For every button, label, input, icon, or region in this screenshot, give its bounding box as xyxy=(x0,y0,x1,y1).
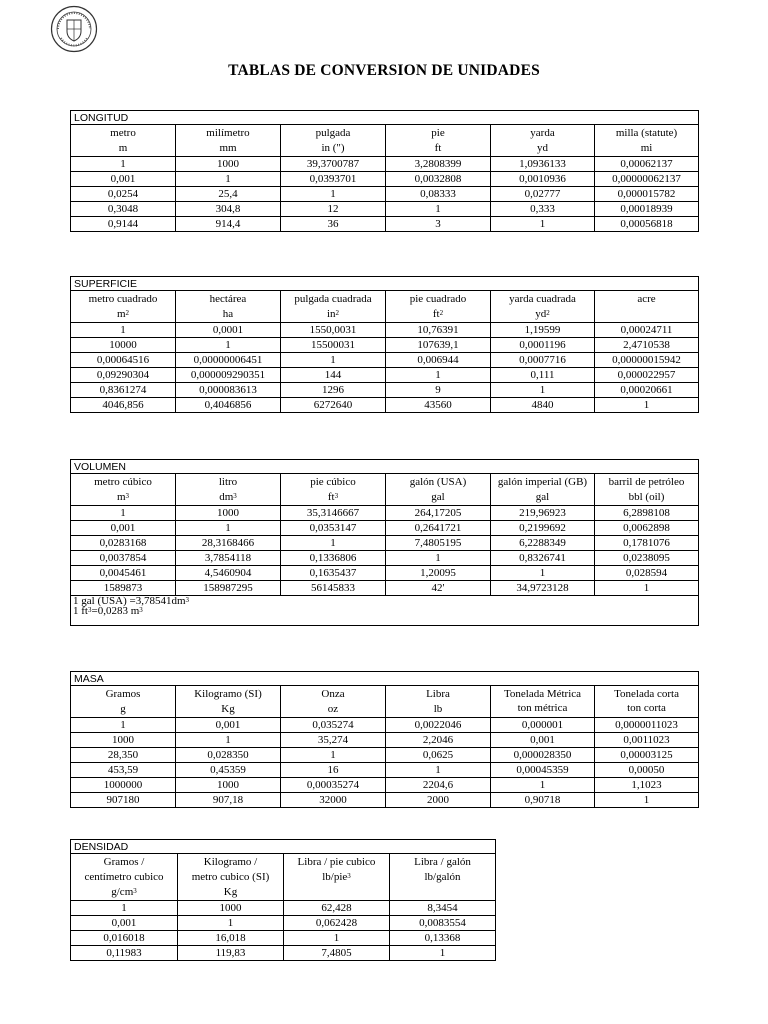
table-cell: 7,4805 xyxy=(284,946,390,961)
superscript: 3 xyxy=(185,596,190,604)
table-cell: 3,2808399 xyxy=(386,157,491,172)
table-cell: 1 xyxy=(176,172,281,187)
table-cell: 32000 xyxy=(281,793,386,808)
table-cell: 914,4 xyxy=(176,217,281,232)
table-cell: 0,0238095 xyxy=(595,551,699,566)
table-cell: 16,018 xyxy=(178,931,284,946)
table-cell: 1 xyxy=(386,763,491,778)
table-cell: 0,000028350 xyxy=(491,748,595,763)
header-text: in xyxy=(326,308,336,320)
table-row xyxy=(71,551,699,566)
table-row xyxy=(71,901,496,916)
header-text: metro cubico (SI) xyxy=(191,871,270,883)
table-cell: 0,001 xyxy=(176,718,281,733)
table-cell: 453,59 xyxy=(71,763,176,778)
table-cell: 2204,6 xyxy=(386,778,491,793)
table-cell: 1 xyxy=(281,748,386,763)
table-row xyxy=(71,323,699,338)
table-cell: 1 xyxy=(281,353,386,368)
table-cell: 0,0001196 xyxy=(491,338,595,353)
table-cell: 0,0007716 xyxy=(491,353,595,368)
header-text: yarda xyxy=(530,127,555,139)
table-cell: 7,4805195 xyxy=(386,536,491,551)
superscript: 2 xyxy=(546,309,550,317)
table-cell: 0,00000006451 xyxy=(176,353,281,368)
header-text: metro cúbico xyxy=(94,476,152,488)
table-cell: 0,111 xyxy=(491,368,595,383)
table-cell: 119,83 xyxy=(178,946,284,961)
table-row xyxy=(71,506,699,521)
header-text: dm xyxy=(219,491,234,503)
table-row xyxy=(71,748,699,763)
table-cell: 35,274 xyxy=(281,733,386,748)
table-cell: 0,00020661 xyxy=(595,383,699,398)
table-cell: 28,350 xyxy=(71,748,176,763)
header-text: Tonelada corta xyxy=(614,688,679,700)
column-header xyxy=(491,125,595,157)
column-header xyxy=(390,854,496,901)
table-row xyxy=(71,368,699,383)
table-cell: 0,006944 xyxy=(386,353,491,368)
table-cell: 0,0037854 xyxy=(71,551,176,566)
table-cell: 0,0283168 xyxy=(71,536,176,551)
header-text: galón imperial (GB) xyxy=(497,476,588,488)
table-cell: 0,0353147 xyxy=(281,521,386,536)
superscript: 3 xyxy=(125,492,130,500)
table-cell: 0,0625 xyxy=(386,748,491,763)
table-cell: 3 xyxy=(386,217,491,232)
column-header xyxy=(491,474,595,506)
header-text: g/cm xyxy=(111,886,134,898)
table-cell: 2,2046 xyxy=(386,733,491,748)
header-text: Onza xyxy=(321,688,345,700)
table-cell: 1 xyxy=(595,581,699,596)
superscript: 2 xyxy=(335,309,340,317)
column-header xyxy=(281,125,386,157)
column-header xyxy=(491,686,595,718)
header-text: lb xyxy=(433,703,443,715)
header-text: barril de petróleo xyxy=(608,476,685,488)
table-cell: 4,5460904 xyxy=(176,566,281,581)
header-text: milla (statute) xyxy=(615,127,678,139)
table-row xyxy=(71,383,699,398)
table-cell: 15500031 xyxy=(281,338,386,353)
table-cell: 0,00064516 xyxy=(71,353,176,368)
table-row xyxy=(71,338,699,353)
table-cell: 0,00024711 xyxy=(595,323,699,338)
table-cell: 1 xyxy=(71,157,176,172)
header-text: Kg xyxy=(223,886,238,898)
superscript: 2 xyxy=(439,309,444,317)
table-row xyxy=(71,536,699,551)
table-row xyxy=(71,187,699,202)
table-cell: 1 xyxy=(491,383,595,398)
masa-table xyxy=(70,671,699,808)
column-header xyxy=(595,686,699,718)
table-row xyxy=(71,778,699,793)
densidad-table xyxy=(70,839,496,961)
superscript: 3 xyxy=(334,492,339,500)
table-cell: 1000 xyxy=(176,506,281,521)
table-cell: 0,8361274 xyxy=(71,383,176,398)
table-cell: 0,00000015942 xyxy=(595,353,699,368)
table-cell: 0,1635437 xyxy=(281,566,386,581)
table-row xyxy=(71,566,699,581)
table-cell: 16 xyxy=(281,763,386,778)
page-title: TABLAS DE CONVERSION DE UNIDADES xyxy=(228,62,540,79)
column-header xyxy=(281,686,386,718)
column-header xyxy=(386,125,491,157)
table-cell: 0,0393701 xyxy=(281,172,386,187)
table-cell: 0,0062898 xyxy=(595,521,699,536)
table-cell: 35,3146667 xyxy=(281,506,386,521)
table-cell: 1 xyxy=(176,733,281,748)
table-cell: 0,1781076 xyxy=(595,536,699,551)
table-cell: 1 xyxy=(176,338,281,353)
header-text: in (") xyxy=(321,142,345,154)
table-cell: 0,0032808 xyxy=(386,172,491,187)
table-cell: 9 xyxy=(386,383,491,398)
table-cell: 1 xyxy=(595,793,699,808)
table-cell: 1 xyxy=(386,368,491,383)
volume-notes xyxy=(71,596,699,626)
table-cell: 36 xyxy=(281,217,386,232)
column-header xyxy=(281,291,386,323)
table-cell: 0,02777 xyxy=(491,187,595,202)
table-cell: 1,20095 xyxy=(386,566,491,581)
header-text: Kg xyxy=(221,703,235,715)
table-cell: 8,3454 xyxy=(390,901,496,916)
table-cell: 1 xyxy=(491,566,595,581)
table-cell: 1550,0031 xyxy=(281,323,386,338)
superscript: 3 xyxy=(139,606,143,614)
table-cell: 56145833 xyxy=(281,581,386,596)
table-row xyxy=(71,581,699,596)
table-cell: 0,3048 xyxy=(71,202,176,217)
table-row xyxy=(71,398,699,413)
header-text: Libra xyxy=(426,688,450,700)
column-header xyxy=(595,474,699,506)
table-cell: 1000000 xyxy=(71,778,176,793)
table-cell: 0,001 xyxy=(491,733,595,748)
table-cell: 0,028350 xyxy=(176,748,281,763)
table-cell: 1000 xyxy=(71,733,176,748)
column-header xyxy=(491,291,595,323)
table-cell: 1 xyxy=(491,217,595,232)
superscript: 3 xyxy=(233,492,237,500)
column-header xyxy=(281,474,386,506)
header-text: Libra / pie cubico xyxy=(297,856,376,868)
header-text: milímetro xyxy=(206,127,250,139)
table-cell: 34,9723128 xyxy=(491,581,595,596)
table-cell: 42' xyxy=(386,581,491,596)
table-cell: 1 xyxy=(71,718,176,733)
table-cell: 0,00062137 xyxy=(595,157,699,172)
table-cell: 219,96923 xyxy=(491,506,595,521)
header-text: oz xyxy=(327,703,339,715)
table-cell: 1 xyxy=(284,931,390,946)
table-cell: 0,0022046 xyxy=(386,718,491,733)
table-cell: 6272640 xyxy=(281,398,386,413)
header-text: yd xyxy=(537,142,548,154)
column-header xyxy=(386,686,491,718)
table-cell: 144 xyxy=(281,368,386,383)
table-row xyxy=(71,353,699,368)
header-text: yd xyxy=(535,308,547,320)
table-cell: 1 xyxy=(491,778,595,793)
superscript: 3 xyxy=(133,887,137,895)
table-row xyxy=(71,946,496,961)
header-text: ft xyxy=(327,491,335,503)
table-row xyxy=(71,763,699,778)
table-cell: 1 xyxy=(71,506,176,521)
column-header xyxy=(595,125,699,157)
table-cell: 10,76391 xyxy=(386,323,491,338)
header-text: pulgada xyxy=(315,127,351,139)
header-text: bbl (oil) xyxy=(628,491,665,503)
column-header xyxy=(176,125,281,157)
table-row xyxy=(71,217,699,232)
table-cell: 0,8326741 xyxy=(491,551,595,566)
column-header xyxy=(71,125,176,157)
header-text: centímetro cubico xyxy=(84,871,164,883)
header-text: 1 gal (USA) =3,78541dm xyxy=(73,595,186,607)
superscript: 2 xyxy=(125,309,130,317)
table-cell: 62,428 xyxy=(284,901,390,916)
header-text: acre xyxy=(637,293,656,305)
table-cell: 0,000015782 xyxy=(595,187,699,202)
header-text: m xyxy=(116,491,126,503)
table-cell: 0,0254 xyxy=(71,187,176,202)
table-cell: 0,0000011023 xyxy=(595,718,699,733)
header-text: hectárea xyxy=(209,293,247,305)
header-text: pie xyxy=(431,127,445,139)
table-cell: 1 xyxy=(178,916,284,931)
table-cell: 3,7854118 xyxy=(176,551,281,566)
table-cell: 0,028594 xyxy=(595,566,699,581)
header-text: ton métrica xyxy=(517,702,568,714)
table-cell: 907180 xyxy=(71,793,176,808)
header-text: Gramos / xyxy=(103,856,145,868)
table-cell: 1,1023 xyxy=(595,778,699,793)
table-cell: 907,18 xyxy=(176,793,281,808)
table-cell: 0,000083613 xyxy=(176,383,281,398)
header-text: m xyxy=(118,142,128,154)
header-text: mm xyxy=(219,142,237,154)
table-row xyxy=(71,733,699,748)
superficie-table xyxy=(70,276,699,413)
table-cell: 0,000009290351 xyxy=(176,368,281,383)
header-text: galón (USA) xyxy=(409,476,467,488)
table-cell: 12 xyxy=(281,202,386,217)
header-text: g xyxy=(120,703,126,715)
table-cell: 0,09290304 xyxy=(71,368,176,383)
table-row xyxy=(71,157,699,172)
table-cell: 1 xyxy=(176,521,281,536)
header-text: Kilogramo / xyxy=(203,856,258,868)
table-cell: 2000 xyxy=(386,793,491,808)
column-header xyxy=(386,291,491,323)
table-cell: 0,333 xyxy=(491,202,595,217)
table-cell: 304,8 xyxy=(176,202,281,217)
table-cell: 0,9144 xyxy=(71,217,176,232)
table-cell: 1 xyxy=(71,901,178,916)
table-cell: 0,0083554 xyxy=(390,916,496,931)
table-cell: 0,00035274 xyxy=(281,778,386,793)
table-cell: 1,0936133 xyxy=(491,157,595,172)
header-text: ton corta xyxy=(627,702,666,714)
table-row xyxy=(71,172,699,187)
table-cell: 0,0011023 xyxy=(595,733,699,748)
header-text: =0,0283 m xyxy=(91,605,140,617)
column-header xyxy=(71,686,176,718)
table-cell: 0,4046856 xyxy=(176,398,281,413)
table-cell: 0,00000062137 xyxy=(595,172,699,187)
section-label: MASA xyxy=(71,672,699,686)
longitud-table xyxy=(70,110,699,232)
header-text: gal xyxy=(431,491,445,503)
header-text: mi xyxy=(640,142,653,154)
table-cell: 0,00045359 xyxy=(491,763,595,778)
table-cell: 264,17205 xyxy=(386,506,491,521)
table-cell: 1296 xyxy=(281,383,386,398)
table-cell: 0,08333 xyxy=(386,187,491,202)
table-cell: 0,062428 xyxy=(284,916,390,931)
table-cell: 1000 xyxy=(176,157,281,172)
table-cell: 0,0045461 xyxy=(71,566,176,581)
table-row xyxy=(71,202,699,217)
table-cell: 1 xyxy=(281,536,386,551)
table-cell: 0,035274 xyxy=(281,718,386,733)
table-cell: 4046,856 xyxy=(71,398,176,413)
column-header xyxy=(71,854,178,901)
table-cell: 1 xyxy=(386,551,491,566)
table-cell: 1 xyxy=(595,398,699,413)
column-header xyxy=(176,474,281,506)
section-label: VOLUMEN xyxy=(71,460,699,474)
table-row xyxy=(71,521,699,536)
header-text: Tonelada Métrica xyxy=(503,688,582,700)
header-text: ft xyxy=(432,308,440,320)
section-label: SUPERFICIE xyxy=(71,277,699,291)
header-text: Kilogramo (SI) xyxy=(194,688,262,700)
header-text: pulgada cuadrada xyxy=(294,293,372,305)
column-header xyxy=(284,854,390,901)
table-cell: 43560 xyxy=(386,398,491,413)
table-cell: 0,001 xyxy=(71,916,178,931)
column-header xyxy=(595,291,699,323)
table-cell: 1 xyxy=(390,946,496,961)
table-cell: 1000 xyxy=(178,901,284,916)
header-text: Libra / galón xyxy=(414,856,471,868)
table-row xyxy=(71,718,699,733)
table-cell: 6,2898108 xyxy=(595,506,699,521)
table-cell: 28,3168466 xyxy=(176,536,281,551)
column-header xyxy=(71,474,176,506)
column-header xyxy=(176,686,281,718)
header-text: pie cúbico xyxy=(310,476,356,488)
table-cell: 0,00056818 xyxy=(595,217,699,232)
table-cell: 2,4710538 xyxy=(595,338,699,353)
table-row xyxy=(71,793,699,808)
column-header xyxy=(176,291,281,323)
table-cell: 1,19599 xyxy=(491,323,595,338)
table-cell: 107639,1 xyxy=(386,338,491,353)
header-text: m xyxy=(116,308,126,320)
superscript: 3 xyxy=(87,606,92,614)
table-cell: 0,000001 xyxy=(491,718,595,733)
table-cell: 1589873 xyxy=(71,581,176,596)
table-cell: 4840 xyxy=(491,398,595,413)
table-cell: 0,11983 xyxy=(71,946,178,961)
table-cell: 0,00003125 xyxy=(595,748,699,763)
header-text: lb/galón xyxy=(424,871,461,883)
table-cell: 0,2199692 xyxy=(491,521,595,536)
table-cell: 39,3700787 xyxy=(281,157,386,172)
header-text: metro cuadrado xyxy=(88,293,158,305)
table-row xyxy=(71,916,496,931)
table-cell: 1 xyxy=(71,323,176,338)
volumen-table xyxy=(70,459,699,626)
table-cell: 0,90718 xyxy=(491,793,595,808)
column-header xyxy=(386,474,491,506)
table-cell: 0,0010936 xyxy=(491,172,595,187)
table-cell: 0,00050 xyxy=(595,763,699,778)
section-label: DENSIDAD xyxy=(71,840,496,854)
table-cell: 0,000022957 xyxy=(595,368,699,383)
table-cell: 1 xyxy=(281,187,386,202)
header-text: 1 ft xyxy=(73,605,88,617)
table-cell: 0,00018939 xyxy=(595,202,699,217)
university-seal-icon xyxy=(50,5,98,53)
table-cell: 10000 xyxy=(71,338,176,353)
table-cell: 6,2288349 xyxy=(491,536,595,551)
header-text: Gramos xyxy=(105,688,141,700)
table-cell: 0,45359 xyxy=(176,763,281,778)
column-header xyxy=(178,854,284,901)
table-cell: 0,2641721 xyxy=(386,521,491,536)
section-label: LONGITUD xyxy=(71,111,699,125)
table-cell: 25,4 xyxy=(176,187,281,202)
header-text: metro xyxy=(110,127,136,139)
header-text: ft xyxy=(434,142,442,154)
table-cell: 1000 xyxy=(176,778,281,793)
table-cell: 1 xyxy=(386,202,491,217)
header-text: litro xyxy=(218,476,238,488)
header-text: ha xyxy=(222,308,234,320)
header-text: yarda cuadrada xyxy=(509,293,576,305)
table-cell: 0,016018 xyxy=(71,931,178,946)
table-cell: 0,001 xyxy=(71,172,176,187)
table-cell: 158987295 xyxy=(176,581,281,596)
column-header xyxy=(71,291,176,323)
table-cell: 0,1336806 xyxy=(281,551,386,566)
table-cell: 0,0001 xyxy=(176,323,281,338)
header-text: lb/pie xyxy=(322,871,348,883)
superscript: 3 xyxy=(347,872,351,880)
table-cell: 0,13368 xyxy=(390,931,496,946)
header-text: pie cuadrado xyxy=(409,293,467,305)
table-cell: 0,001 xyxy=(71,521,176,536)
table-row xyxy=(71,931,496,946)
header-text: gal xyxy=(535,491,550,503)
